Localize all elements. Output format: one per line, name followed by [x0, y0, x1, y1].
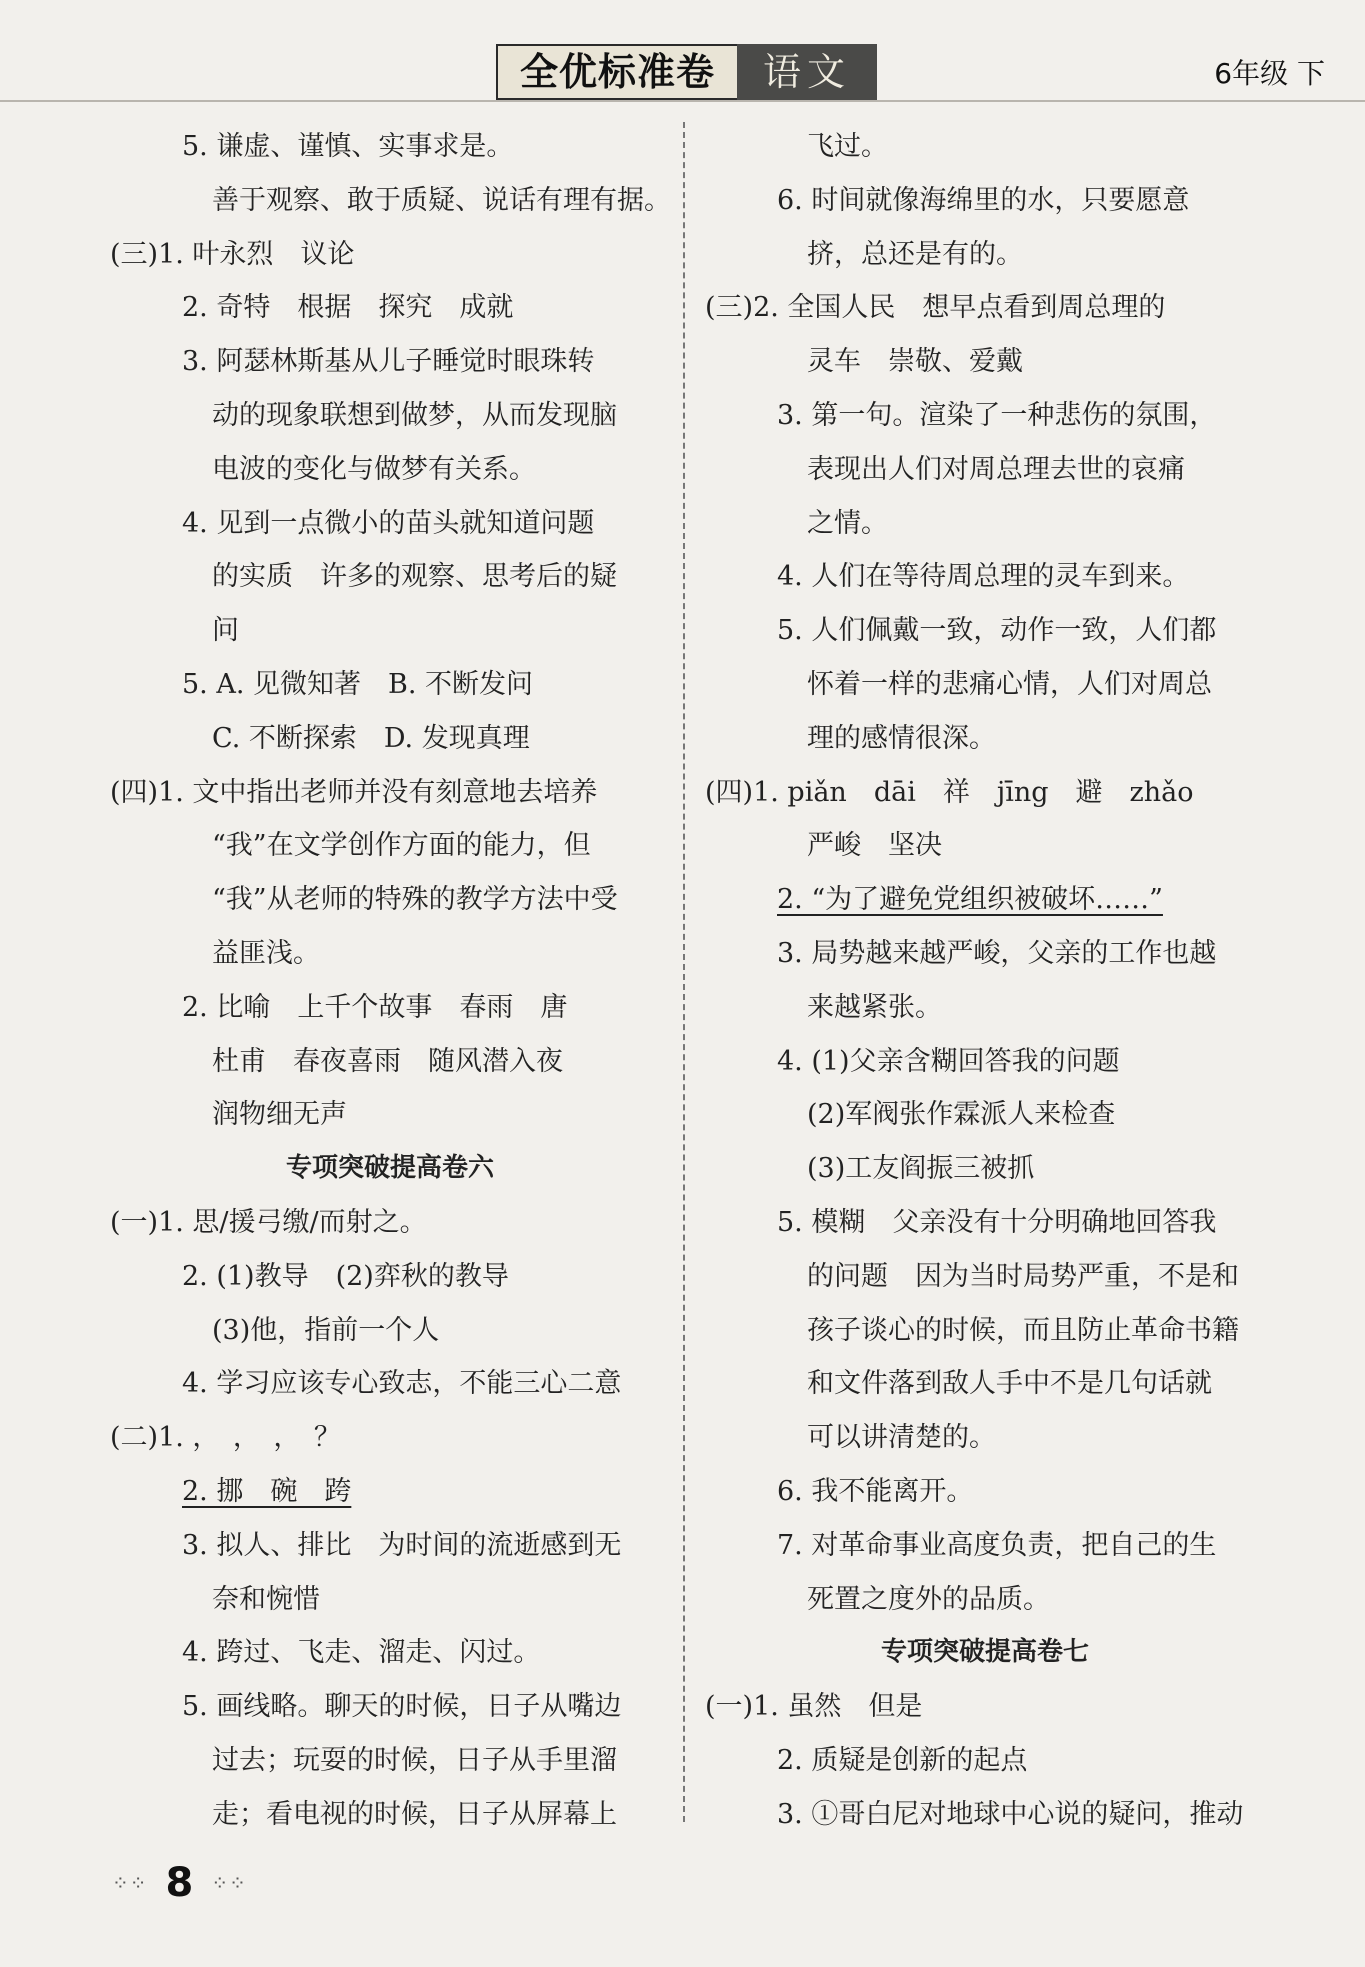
- answer-line: 之情。: [807, 507, 888, 539]
- answer-line: (一)1. 虽然 但是: [705, 1691, 923, 1723]
- answer-line: “我”从老师的特殊的教学方法中受: [212, 884, 618, 916]
- answer-line: 死置之度外的品质。: [807, 1583, 1050, 1615]
- answer-line: 2. 比喻 上千个故事 春雨 唐: [182, 991, 568, 1023]
- decorative-dots-left: ⁘⁘: [112, 1871, 148, 1895]
- answer-line: 4. 人们在等待周总理的灵车到来。: [777, 561, 1190, 593]
- answer-line: 3. 拟人、排比 为时间的流逝感到无: [182, 1529, 622, 1561]
- answer-line: 飞过。: [807, 131, 888, 162]
- section-title: 专项突破提高卷六: [285, 1153, 494, 1184]
- answer-line: 2. 奇特 根据 探究 成就: [182, 292, 514, 324]
- answer-line: (四)1. 文中指出老师并没有刻意地去培养: [110, 776, 598, 808]
- answer-line: 问: [212, 615, 239, 647]
- answer-line: 的实质 许多的观察、思考后的疑: [212, 561, 617, 593]
- answer-line: 孩子谈心的时候，而且防止革命书籍: [807, 1314, 1239, 1346]
- answer-line: 5. 模糊 父亲没有十分明确地回答我: [777, 1206, 1217, 1238]
- answer-line: 电波的变化与做梦有关系。: [212, 453, 536, 485]
- answer-line: 善于观察、敢于质疑、说话有理有据。: [212, 184, 671, 216]
- answer-line: 灵车 崇敬、爱戴: [807, 346, 1023, 378]
- answer-line: 6. 时间就像海绵里的水，只要愿意: [777, 184, 1190, 216]
- column-divider: [683, 122, 685, 1822]
- answer-line: 杜甫 春夜喜雨 随风潜入夜: [212, 1045, 563, 1077]
- answer-line: 4. 见到一点微小的苗头就知道问题: [182, 507, 595, 539]
- header-rule: [0, 100, 1365, 102]
- answer-line: 和文件落到敌人手中不是几句话就: [807, 1368, 1212, 1400]
- answer-line: (二)1. ， ， ， ？: [110, 1422, 341, 1454]
- answer-line: 润物细无声: [212, 1099, 347, 1131]
- page-number: 8: [165, 1860, 194, 1906]
- answer-line: 走；看电视的时候，日子从屏幕上: [212, 1798, 617, 1830]
- answer-line: 怀着一样的悲痛心情，人们对周总: [807, 668, 1212, 700]
- answer-line: 的问题 因为当时局势严重，不是和: [807, 1260, 1239, 1292]
- page-footer: [112, 1860, 247, 1906]
- answer-line: 3. 第一句。渲染了一种悲伤的氛围，: [777, 399, 1217, 431]
- answer-line: (三)2. 全国人民 想早点看到周总理的: [705, 292, 1166, 324]
- answer-line: (一)1. 思/援弓缴/而射之。: [110, 1206, 427, 1238]
- answer-line: 2. 挪 碗 跨: [182, 1475, 352, 1507]
- answer-line: 表现出人们对周总理去世的哀痛: [807, 453, 1185, 485]
- answer-line: 可以讲清楚的。: [807, 1422, 996, 1454]
- decorative-dots-right: ⁘⁘: [211, 1871, 247, 1895]
- answer-line: 3. 阿瑟林斯基从儿子睡觉时眼珠转: [182, 346, 595, 378]
- answer-line: (3)他，指前一个人: [212, 1314, 440, 1346]
- answer-line: 2. 质疑是创新的起点: [777, 1744, 1028, 1776]
- brand-banner: [496, 44, 877, 100]
- answer-line: 4. 跨过、飞走、溜走、闪过。: [182, 1637, 541, 1669]
- answer-line: 益匪浅。: [212, 937, 320, 969]
- answer-line: 5. A. 见微知著 B. 不断发问: [182, 668, 534, 700]
- grade-label: 6年级 下: [1214, 57, 1325, 90]
- answer-line: 2. (1)教导 (2)弈秋的教导: [182, 1260, 509, 1292]
- answer-line: 4. 学习应该专心致志，不能三心二意: [182, 1368, 622, 1400]
- answer-line: 动的现象联想到做梦，从而发现脑: [212, 399, 617, 431]
- answer-line: 奈和惋惜: [212, 1583, 320, 1615]
- answer-line: 3. ①哥白尼对地球中心说的疑问，推动: [777, 1798, 1244, 1830]
- answer-line: 3. 局势越来越严峻，父亲的工作也越: [777, 937, 1217, 969]
- answer-line: C. 不断探索 D. 发现真理: [212, 722, 530, 754]
- answer-line: 5. 谦虚、谨慎、实事求是。: [182, 131, 514, 162]
- answer-line: 严峻 坚决: [807, 830, 942, 862]
- answer-line: 理的感情很深。: [807, 722, 996, 754]
- subject-label: 语文: [737, 44, 877, 100]
- left-column: [110, 120, 670, 1842]
- answer-line: 5. 人们佩戴一致，动作一致，人们都: [777, 615, 1217, 647]
- right-column: [705, 120, 1265, 1842]
- section-title: 专项突破提高卷七: [880, 1637, 1089, 1668]
- answer-line: (四)1. piǎn dāi 祥 jīng 避 zhǎo: [705, 776, 1194, 808]
- answer-line: “我”在文学创作方面的能力，但: [212, 830, 591, 862]
- answer-line: 挤，总还是有的。: [807, 238, 1023, 270]
- answer-line: 6. 我不能离开。: [777, 1475, 974, 1507]
- page-header: [0, 44, 1365, 108]
- answer-line: 7. 对革命事业高度负责，把自己的生: [777, 1529, 1217, 1561]
- answer-line: 4. (1)父亲含糊回答我的问题: [777, 1045, 1120, 1077]
- answer-line: 来越紧张。: [807, 991, 942, 1023]
- answer-line: (3)工友阎振三被抓: [807, 1153, 1035, 1185]
- answer-line: 过去；玩耍的时候，日子从手里溜: [212, 1744, 617, 1776]
- answer-line: 2. “为了避免党组织被破坏……”: [777, 884, 1163, 916]
- answer-line: (2)军阀张作霖派人来检查: [807, 1099, 1116, 1131]
- answer-line: (三)1. 叶永烈 议论: [110, 238, 355, 270]
- answer-line: 5. 画线略。聊天的时候，日子从嘴边: [182, 1691, 622, 1723]
- brand-title: 全优标准卷: [496, 44, 737, 100]
